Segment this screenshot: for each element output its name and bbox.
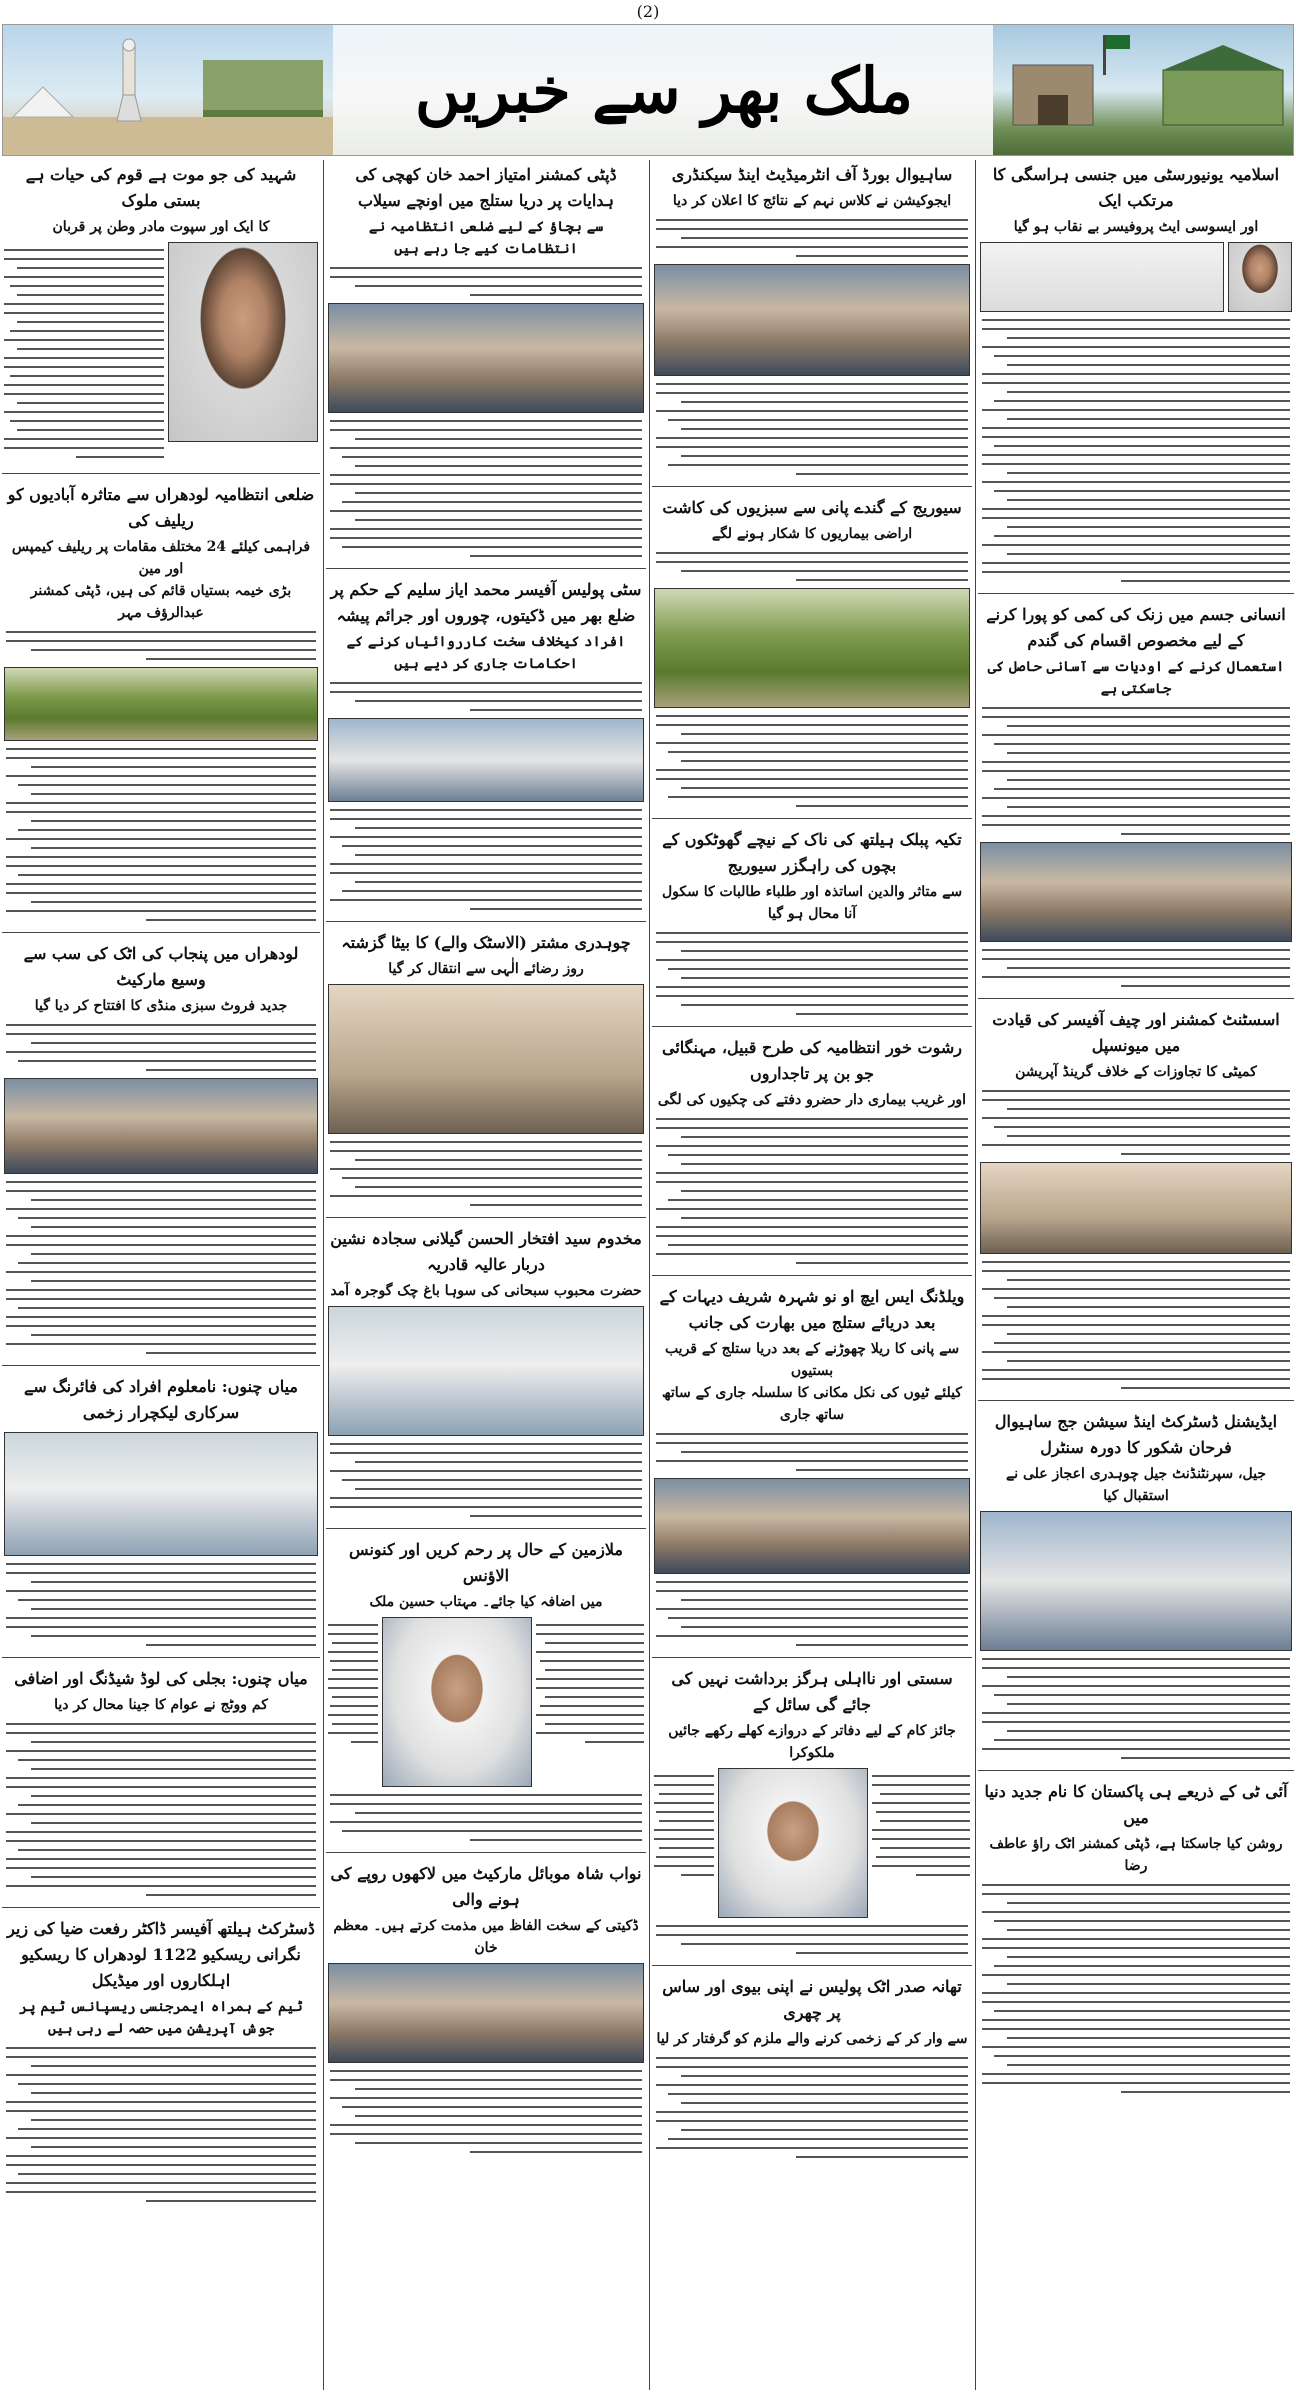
column-4 [2, 160, 320, 2390]
document-photo [980, 242, 1224, 312]
article-rescue-1122 [2, 1914, 320, 2213]
article-photo [1228, 242, 1292, 312]
article-university-harassment [978, 160, 1294, 594]
article-subheadline: سے پانی کا ریلا چھوڑنے کے بعد دریا ستلج کے قریب بستیوں [664, 1341, 960, 1379]
article-employees-allowance [326, 1535, 646, 1853]
article-zinc-wheat [978, 600, 1294, 999]
article-subheadline: کمیٹی کا تجاوزات کے خلاف گرینڈ آپریشن [1015, 1064, 1257, 1080]
article-headline: ضلعی انتظامیہ لودھراں سے متاثرہ آبادیوں کو ریلیف کی [7, 485, 315, 530]
article-headline: انسانی جسم میں زنک کی کمی کو پورا کرنے کے لیے مخصوص اقسام کی گندم [986, 605, 1286, 650]
column-2 [652, 160, 972, 2390]
page-number: (2) [636, 2, 660, 21]
article-headline: سیوریج کے گندے پانی سے سبزیوں کی کاشت [662, 498, 962, 517]
article-price-inflation [652, 1033, 972, 1276]
article-city-police [326, 575, 646, 922]
officer-portrait [718, 1768, 868, 1918]
article-headline: لودھراں میں پنجاب کی اٹک کی سب سے وسیع مارکیٹ [23, 944, 299, 989]
article-photo [328, 1963, 644, 2063]
article-headline: ملازمین کے حال پر رحم کریں اور کنونس الاؤنس [349, 1540, 623, 1585]
article-photo [328, 303, 644, 413]
masthead-title: ملک بھر سے خبریں [415, 53, 913, 127]
article-lecturer-shot [2, 1372, 320, 1658]
article-makhdoom-visit [326, 1224, 646, 1529]
article-headline: ڈسٹرکٹ ہیلتھ آفیسر ڈاکٹر رفعت ضیا کی زیر نگرانی ریسکیو 1122 لودھراں کا ریسکیو اہلکاروں اور میڈیکل [7, 1919, 315, 1990]
article-headline: شہید کی جو موت ہے قوم کی حیات ہے بستی ملوک [25, 165, 297, 210]
article-headline: میاں چنوں: نامعلوم افراد کی فائرنگ سے سرکاری لیکچرار زخمی [24, 1377, 298, 1422]
article-subheadline: اور غریب بیماری دار حضرو دفتے کی چکیوں کی لگی [657, 1092, 967, 1108]
article-subheadline: جائز کام کے لیے دفاتر کے دروازے کھلے رکھے جائیں ملکوکرا [668, 1723, 956, 1761]
article-sutlej-flood [652, 1282, 972, 1658]
article-subheadline: افراد کیخلاف سخت کارروائیاں کرنے کے احکامات جاری کر دیے ہیں [346, 634, 626, 672]
article-attock-police [652, 1972, 972, 2169]
column-divider [975, 160, 976, 2390]
article-headline: ایڈیشنل ڈسٹرکٹ اینڈ سیشن جج ساہیوال فرحان شکور کا دورہ سنٹرل [994, 1412, 1278, 1457]
article-subheadline: اور ایسوسی ایٹ پروفیسر بے نقاب ہو گیا [1013, 219, 1259, 235]
article-subheadline: ٹیم کے ہمراہ ایمرجنسی ریسپانس ٹیم پر جوش آپریشن میں حصہ لے رہی ہیں [19, 1999, 303, 2037]
article-subheadline: جدید فروٹ سبزی منڈی کا افتتاح کر دیا گیا [34, 998, 288, 1014]
article-headline: تکیہ پبلک ہیلتھ کی ناک کے نیچے گھوٹکوں کے بچوں کی راہگزر سیوریج [662, 830, 962, 875]
article-headline: سستی اور نااہلی ہرگز برداشت نہیں کی جائے گی سائل کے [671, 1669, 953, 1714]
article-headline: اسسٹنٹ کمشنر اور چیف آفیسر کی قیادت میں میونسپل [992, 1010, 1280, 1055]
article-photo [980, 842, 1292, 942]
column-1 [978, 160, 1294, 2390]
article-subheadline: روشن کیا جاسکتا ہے، ڈپٹی کمشنر اٹک راؤ عاطف رضا [989, 1836, 1283, 1874]
article-subheadline: حضرت محبوب سبحانی کی سوہا باغ چک گوجرہ آمد [330, 1283, 642, 1299]
article-subheadline: اراضی بیماریوں کا شکار ہونے لگے [711, 526, 913, 542]
article-headline: اسلامیہ یونیورسٹی میں جنسی ہراسگی کا مرتکب ایک [992, 165, 1280, 210]
article-mobile-market-robbery [326, 1859, 646, 2164]
martyr-portrait [168, 242, 318, 442]
article-photo [328, 718, 644, 802]
article-subheadline: کیلئے ٹیوں کی نکل مکانی کا سلسلہ جاری کے ساتھ ساتھ جاری [662, 1385, 962, 1423]
article-subheadline: کم ووٹج نے عوام کا جینا محال کر دیا [54, 1697, 268, 1713]
article-headline: ڈپٹی کمشنر امتیاز احمد خان کھچی کی ہدایات پر دریا ستلج میں اونچے سیلاب [355, 165, 617, 210]
article-photo [654, 588, 970, 708]
article-load-shedding [2, 1664, 320, 1908]
article-subheadline: سے بچاؤ کے لیے ضلعی انتظامیہ نے انتظامات کیے جا رہے ہیں [368, 219, 604, 257]
article-headline: آئی ٹی کے ذریعے ہی پاکستان کا نام جدید دنیا میں [984, 1782, 1288, 1827]
article-photo [980, 1511, 1292, 1651]
article-encroachment-operation [978, 1005, 1294, 1401]
article-headline: ویلڈنگ ایس ایچ او نو شہرہ شریف دیہات کے بعد دریائے ستلج میں بھارت کی جانب [659, 1287, 965, 1332]
article-fruit-market [2, 939, 320, 1366]
article-photo [654, 1478, 970, 1574]
article-headline: چوہدری مشتر (الاسٹک والے) کا بیٹا گزشتہ [341, 933, 631, 952]
column-divider [323, 160, 324, 2390]
speaker-portrait [382, 1617, 532, 1787]
column-divider [649, 160, 650, 2390]
article-subheadline: روز رضائے الٰہی سے انتقال کر گیا [388, 961, 584, 977]
article-headline: ساہیوال بورڈ آف انٹرمیڈیٹ اینڈ سیکنڈری [671, 165, 953, 184]
article-subheadline: کا ایک اور سپوت مادر وطن پر قربان [52, 219, 270, 235]
article-photo [328, 1306, 644, 1436]
article-board-results [652, 160, 972, 487]
column-3 [326, 160, 646, 2390]
article-headline: رشوت خور انتظامیہ کی طرح قبیل، مہنگائی جو بن پر تاجداروں [662, 1038, 962, 1083]
article-headline: سٹی پولیس آفیسر محمد ایاز سلیم کے حکم پر ضلع بھر میں ڈکیتوں، چوروں اور جرائم پیشہ [330, 580, 642, 625]
article-relief-camps [2, 480, 320, 933]
article-subheadline: سے متاثر والدین اساتذہ اور طلباء طالبات کا سکول آنا محال ہو گیا [661, 884, 963, 922]
article-headline: تھانہ صدر اٹک پولیس نے اپنی بیوی اور ساس پر چھری [662, 1977, 962, 2022]
article-subheadline: جیل، سپرنٹنڈنٹ جیل چوہدری اعجاز علی نے استقبال کیا [1006, 1466, 1266, 1504]
article-headline: میاں چنوں: بجلی کی لوڈ شیڈنگ اور اضافی [14, 1669, 308, 1688]
masthead-building-image [993, 25, 1293, 155]
article-photo [4, 1432, 318, 1556]
article-headline: مخدوم سید افتخار الحسن گیلانی سجادہ نشین دربار عالیہ قادریہ [330, 1229, 642, 1274]
article-photo [654, 264, 970, 376]
article-subheadline: سے وار کر کے زخمی کرنے والے ملزم کو گرفتار کر لیا [656, 2031, 968, 2047]
article-subheadline: میں اضافہ کیا جائے۔ مہتاب حسین ملک [369, 1594, 603, 1610]
article-negligence-warning [652, 1664, 972, 1966]
article-death-notice [326, 928, 646, 1218]
article-sewage-vegetables [652, 493, 972, 819]
article-subheadline: استعمال کرنے کے اودیات سے آسانی حاصل کی جاسکتی ہے [987, 659, 1285, 697]
masthead-landmark-image [3, 25, 333, 155]
article-photo [980, 1162, 1292, 1254]
article-flood-arrangements [326, 160, 646, 569]
article-subheadline: ایجوکیشن نے کلاس نہم کے نتائج کا اعلان کر دیا [672, 193, 952, 209]
article-it-development [978, 1777, 1294, 2104]
article-headline: نواب شاہ موبائل مارکیٹ میں لاکھوں روپے کی ہونے والی [330, 1864, 642, 1909]
article-central-jail-visit [978, 1407, 1294, 1771]
article-martyr [2, 160, 320, 474]
article-photo [4, 1078, 318, 1174]
article-subheadline: فراہمی کیلئے 24 مختلف مقامات پر ریلیف کیمپس اور مین [11, 539, 311, 577]
article-school-sewage [652, 825, 972, 1027]
masthead [2, 24, 1294, 156]
article-photo [328, 984, 644, 1134]
article-subheadline: بڑی خیمہ بستیاں قائم کی ہیں، ڈپٹی کمشنر عبدالرؤف مہر [30, 583, 292, 621]
article-subheadline: ڈکیتی کے سخت الفاظ میں مذمت کرتے ہیں۔ معظم خان [333, 1918, 639, 1956]
article-photo [4, 667, 318, 741]
